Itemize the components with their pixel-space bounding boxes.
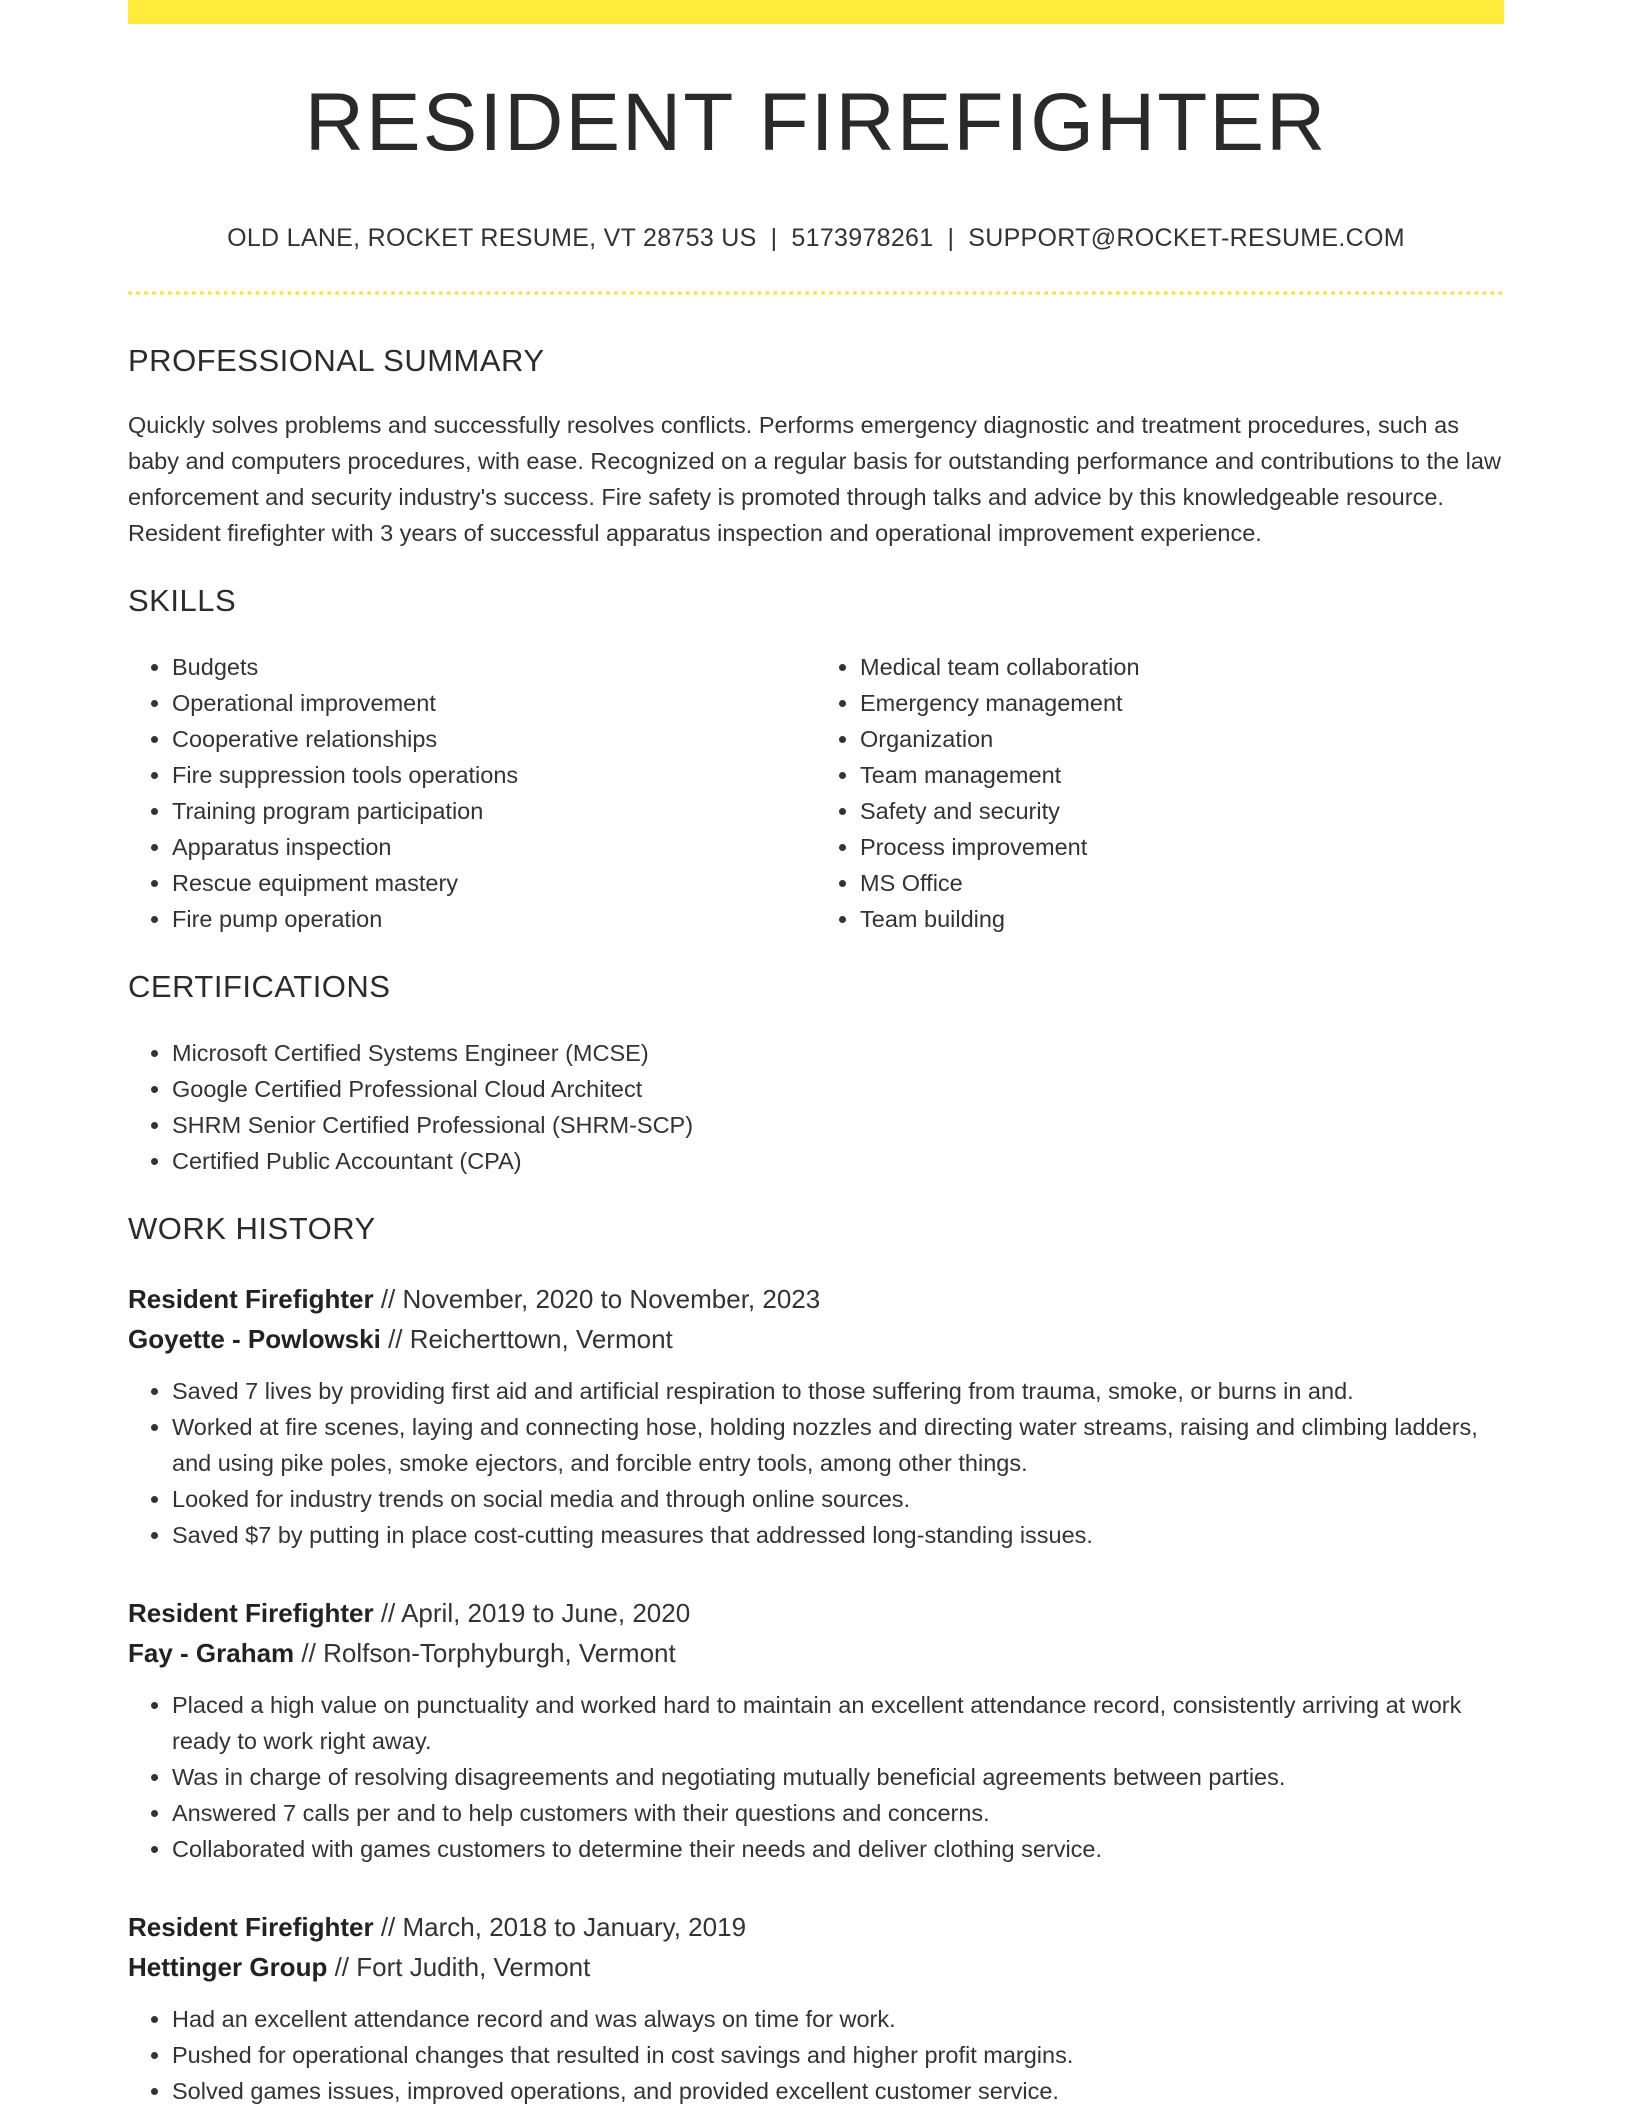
skill-item: • Team management [860,757,1504,793]
certification-item: • Microsoft Certified Systems Engineer (MCSE) [172,1035,1504,1071]
job-bullet: • Pushed for operational changes that resulted in cost savings and higher profit margins. [172,2037,1504,2073]
skill-item: • MS Office [860,865,1504,901]
job-divider: // [301,1638,316,1668]
job-bullet: • Saved 7 lives by providing first aid and artificial respiration to those suffering from trauma, smoke, or burns in and. [172,1373,1504,1409]
job-bullet: • Was in charge of resolving disagreements and negotiating mutually beneficial agreements between parties. [172,1759,1504,1795]
top-accent-bar [128,0,1504,24]
skill-item: • Team building [860,901,1504,937]
job-title: Resident Firefighter [128,1284,374,1314]
contact-separator: | [947,224,955,252]
job-entry [128,1907,1504,2109]
skills-heading: SKILLS [128,583,237,618]
contact-email: SUPPORT@ROCKET-RESUME.COM [968,224,1405,252]
skill-item: • Rescue equipment mastery [172,865,816,901]
skill-item: • Emergency management [860,685,1504,721]
job-divider: // [380,1284,396,1314]
job-company-line [128,1947,1504,1987]
skill-item: • Operational improvement [172,685,816,721]
skill-item: • Fire pump operation [172,901,816,937]
contact-address: OLD LANE, ROCKET RESUME, VT 28753 US [227,224,757,252]
skill-item: • Training program participation [172,793,816,829]
job-bullet: • Looked for industry trends on social media and through online sources. [172,1481,1504,1517]
job-dates: March, 2018 to January, 2019 [402,1912,747,1942]
skill-item: • Apparatus inspection [172,829,816,865]
job-title: Resident Firefighter [128,1598,374,1628]
job-dates: November, 2020 to November, 2023 [402,1284,821,1314]
job-divider: // [380,1912,396,1942]
dotted-divider [128,291,1504,295]
job-divider: // [380,1598,396,1628]
resume-name: RESIDENT FIREFIGHTER [304,77,1328,168]
job-bullet: • Collaborated with games customers to determine their needs and deliver clothing service. [172,1831,1504,1867]
job-location: Fort Judith, Vermont [356,1952,591,1982]
job-divider: // [388,1324,403,1354]
job-company-line [128,1319,1504,1359]
job-bullet: • Answered 7 calls per and to help customers with their questions and concerns. [172,1795,1504,1831]
job-company: Goyette - Powlowski [128,1324,381,1354]
job-bullets [128,1687,1504,1867]
skills-list-right [816,649,1504,937]
job-company: Fay - Graham [128,1638,295,1668]
skills-list-left [128,649,816,937]
skill-item: • Process improvement [860,829,1504,865]
certification-item: • Google Certified Professional Cloud Architect [172,1071,1504,1107]
resume-page [128,0,1504,2109]
job-bullet: • Solved games issues, improved operations, and provided excellent customer service. [172,2073,1504,2109]
job-title-line [128,1279,1504,1319]
job-title-line [128,1593,1504,1633]
job-entry [128,1279,1504,1553]
job-bullet: • Saved $7 by putting in place cost-cutting measures that addressed long-standing issues. [172,1517,1504,1553]
summary-heading: PROFESSIONAL SUMMARY [128,343,545,378]
skill-item: • Organization [860,721,1504,757]
job-bullet: • Worked at fire scenes, laying and connecting hose, holding nozzles and directing water streams, raising and climbing ladders, and using pike poles, smoke ejectors, and forcible entry tools, among other things. [172,1409,1504,1481]
skill-item: • Budgets [172,649,816,685]
job-entry [128,1593,1504,1867]
job-divider: // [334,1952,350,1982]
job-title: Resident Firefighter [128,1912,374,1942]
skill-item: • Safety and security [860,793,1504,829]
contact-line [128,224,1504,253]
contact-phone: 5173978261 [791,224,934,252]
certification-item: • SHRM Senior Certified Professional (SHRM-SCP) [172,1107,1504,1143]
job-location: Reicherttown, Vermont [409,1324,673,1354]
job-company-line [128,1633,1504,1673]
skill-item: • Cooperative relationships [172,721,816,757]
job-dates: April, 2019 to June, 2020 [401,1598,691,1628]
summary-text: Quickly solves problems and successfully resolves conflicts. Performs emergency diagnostic and treatment procedures, such as baby and computers procedures, with ease. Recognized on a regular basis for outstanding performance and contributions to the law enforcement and security industry's success. Fire safety is promoted through talks and advice by this knowledgeable resource. Resident firefighter with 3 years of successful apparatus inspection and operational improvement experience. [128,412,1501,546]
job-title-line [128,1907,1504,1947]
certification-item: • Certified Public Accountant (CPA) [172,1143,1504,1179]
contact-separator: | [770,224,778,252]
job-bullets [128,2001,1504,2109]
job-company: Hettinger Group [128,1952,328,1982]
certifications-heading: CERTIFICATIONS [128,969,391,1004]
skill-item: • Fire suppression tools operations [172,757,816,793]
job-location: Rolfson-Torphyburgh, Vermont [323,1638,676,1668]
work-history-heading: WORK HISTORY [128,1211,376,1246]
job-bullet: • Placed a high value on punctuality and worked hard to maintain an excellent attendance record, consistently arriving at work ready to work right away. [172,1687,1504,1759]
job-bullets [128,1373,1504,1553]
skill-item: • Medical team collaboration [860,649,1504,685]
certifications-list [128,1035,1504,1179]
skills-columns [128,649,1504,937]
job-bullet: • Had an excellent attendance record and was always on time for work. [172,2001,1504,2037]
